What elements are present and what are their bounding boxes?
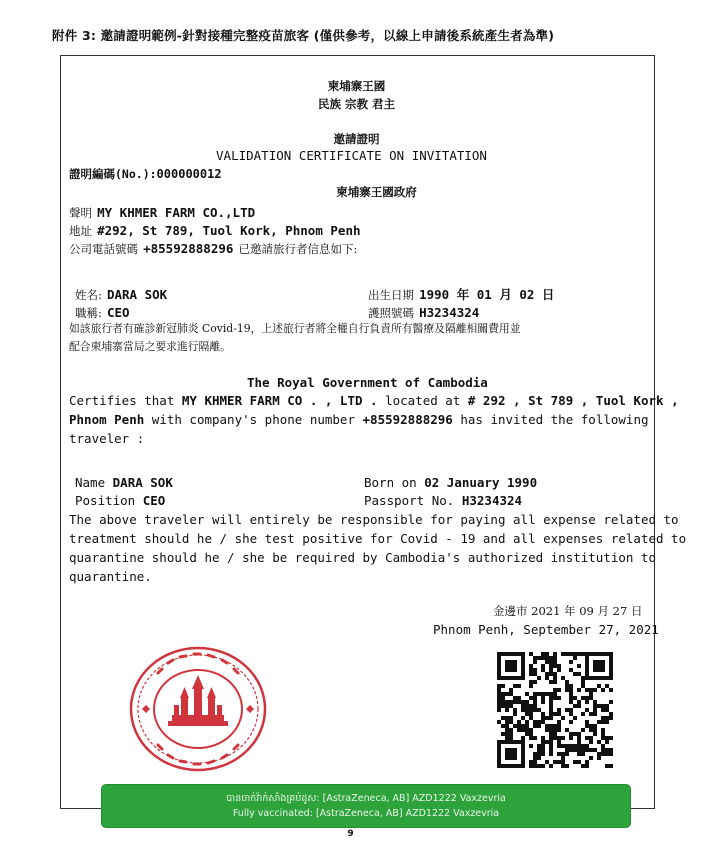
certifies-line-2 xyxy=(69,412,649,427)
statement-en-line-2: treatment should he / she test positive for Covid - 19 and all expenses related to xyxy=(69,531,687,546)
name-value-cn: DARA SOK xyxy=(106,287,168,302)
traveler-born-cn xyxy=(368,284,554,303)
traveler-position-cn xyxy=(75,302,130,321)
certifies-line-3: traveler : xyxy=(69,431,145,446)
phone-value: +85592888296 xyxy=(143,241,234,256)
official-seal-icon xyxy=(128,645,268,773)
name-label-en: Name xyxy=(75,475,106,490)
traveler-name-en xyxy=(75,475,173,490)
position-value-en: CEO xyxy=(142,493,166,508)
government-title-en: The Royal Government of Cambodia xyxy=(247,375,488,390)
traveler-passport-cn xyxy=(368,302,479,321)
page-number: 9 xyxy=(347,829,354,839)
phone-line-cn xyxy=(69,238,357,257)
certifies-line-1 xyxy=(69,393,679,408)
certifies-text-b: with company's phone number xyxy=(144,412,363,427)
position-label-cn: 職稱: xyxy=(75,306,102,320)
born-label-en: Born on xyxy=(364,475,417,490)
company-line-cn xyxy=(69,202,255,221)
address-value: #292, St 789, Tuol Kork, Phnom Penh xyxy=(97,223,361,238)
certifies-city: Phnom Penh xyxy=(69,412,145,427)
passport-value-cn: H3234324 xyxy=(419,305,480,320)
qr-code-icon xyxy=(495,650,615,772)
certificate-number xyxy=(69,166,222,182)
certifies-address: # 292 , St 789 , Tuol Kork , xyxy=(467,393,679,408)
traveler-name-cn xyxy=(75,284,167,303)
traveler-passport-en xyxy=(364,493,522,508)
certificate-title-cn: 邀請證明 xyxy=(333,132,380,146)
position-label-en: Position xyxy=(75,493,136,508)
passport-label-cn: 護照號碼 xyxy=(368,306,414,320)
statement-cn-line-1: 如該旅行者有確診新冠肺炎 Covid-19，上述旅行者將全權自行負責所有醫療及隔離相關費用並 xyxy=(69,322,521,335)
statement-en-line-3: quarantine should he / she be required by Cambodia's authorized institution to xyxy=(69,550,656,565)
vaccination-status-bar xyxy=(102,785,630,827)
certifies-text-a: Certifies that xyxy=(69,393,182,408)
passport-label-en: Passport No. xyxy=(364,493,455,508)
born-value-cn: 1990 年 01 月 02 日 xyxy=(419,287,555,302)
certifies-phone: +85592888296 xyxy=(362,412,453,427)
passport-value-en: H3234324 xyxy=(461,493,523,508)
cert-no-value: 000000012 xyxy=(156,167,222,181)
certifies-company: MY KHMER FARM CO . , LTD . xyxy=(181,393,378,408)
phone-label: 公司電話號碼 xyxy=(69,242,138,256)
company-name: MY KHMER FARM CO.,LTD xyxy=(97,205,256,220)
issue-date-en: Phnom Penh, September 27, 2021 xyxy=(433,622,659,637)
issue-date-cn: 金邊市 2021 年 09 月 27 日 xyxy=(493,604,643,618)
certificate-title-en: VALIDATION CERTIFICATE ON INVITATION xyxy=(216,148,487,163)
vaccination-khmer-line: បានចាក់វ៉ាក់សាំងគ្រប់ដូស: [AstraZeneca, AB] AZD1222 Vaxzevria xyxy=(226,793,506,804)
kingdom-title: 柬埔寨王國 xyxy=(327,79,386,93)
position-value-cn: CEO xyxy=(106,305,130,320)
phone-suffix: 已邀請旅行者信息如下: xyxy=(238,242,358,256)
address-line-cn xyxy=(69,220,361,239)
name-label-cn: 姓名: xyxy=(75,288,102,302)
born-value-en: 02 January 1990 xyxy=(424,475,538,490)
traveler-born-en xyxy=(364,475,537,490)
vaccination-english-line: Fully vaccinated: [AstraZeneca, AB] AZD1222 Vaxzevria xyxy=(232,808,500,819)
kingdom-motto: 民族 宗教 君主 xyxy=(317,97,395,111)
statement-en-line-4: quarantine. xyxy=(69,569,152,584)
name-value-en: DARA SOK xyxy=(112,475,173,490)
government-title-cn: 柬埔寨王國政府 xyxy=(336,185,417,199)
address-label: 地址 xyxy=(69,224,92,238)
cert-no-label: 證明編碼(No.): xyxy=(69,167,157,181)
certifies-text-c: located at xyxy=(377,393,468,408)
qr-code xyxy=(495,650,615,772)
traveler-position-en xyxy=(75,493,165,508)
company-label: 聲明 xyxy=(69,206,92,220)
born-label-cn: 出生日期 xyxy=(368,288,414,302)
statement-cn-line-2: 配合柬埔寨當局之要求進行隔離。 xyxy=(69,340,231,353)
certifies-text-d: has invited the following xyxy=(452,412,649,427)
statement-en-line-1: The above traveler will entirely be responsible for paying all expense related to xyxy=(69,512,679,527)
annex-heading: 附件 3: 邀請證明範例-針對接種完整疫苗旅客 (僅供參考，以線上申請後系統產生者為準) xyxy=(52,28,555,43)
